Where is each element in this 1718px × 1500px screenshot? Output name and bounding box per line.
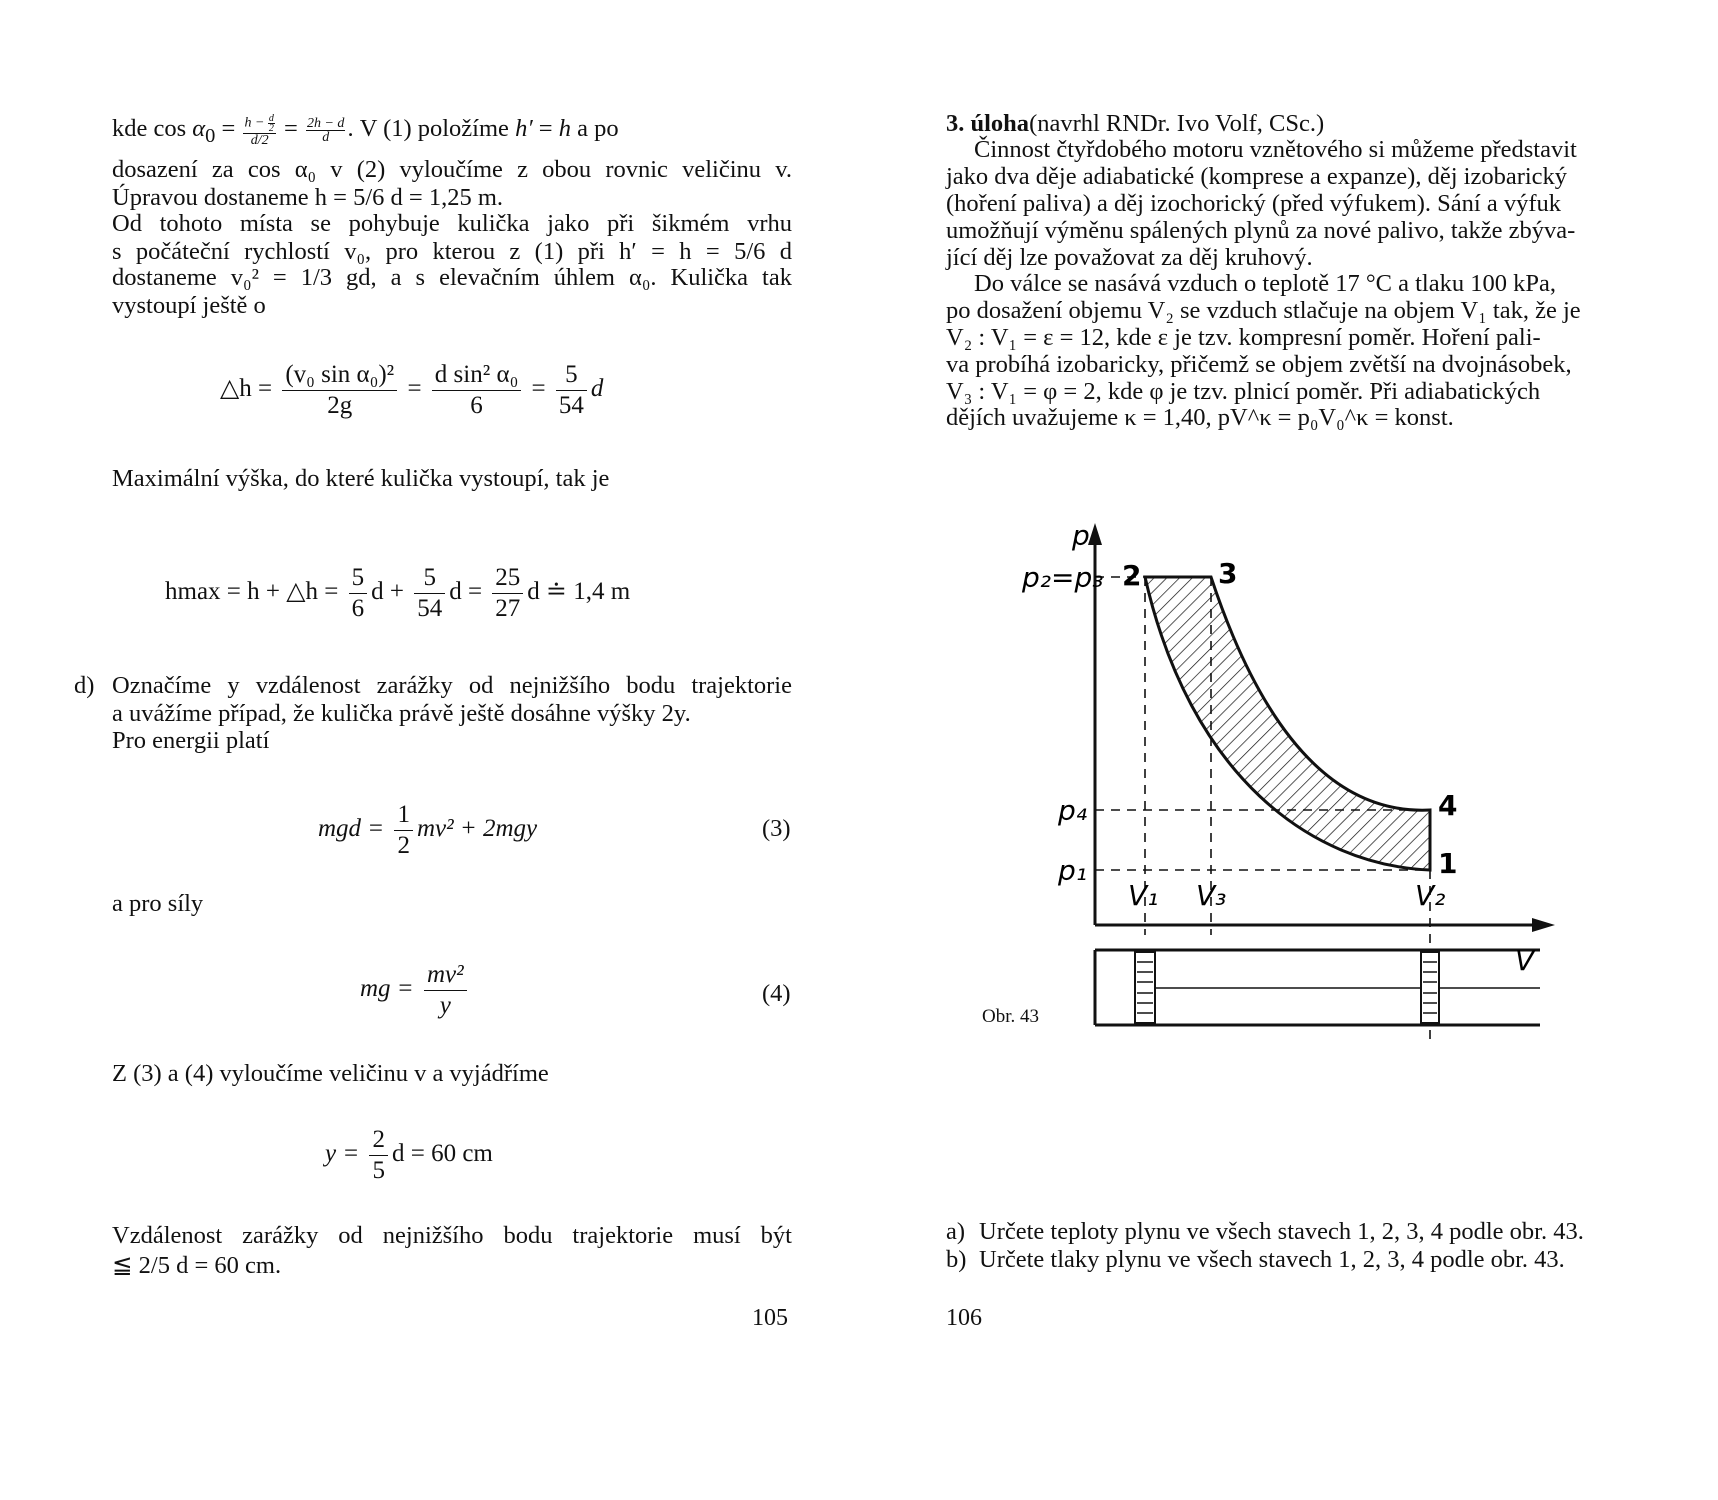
point-label-2: 2	[1122, 559, 1142, 592]
text-line: Vzdálenost zarážky od nejnižšího bodu trajektorie musí být	[112, 1222, 792, 1249]
text-line: Od tohoto místa se pohybuje kulička jako při šikmém vrhu	[112, 210, 792, 237]
text-line: po dosažení objemu V₂ se vzduch stlačuje na objem V₁ tak, že je	[946, 297, 1581, 324]
item-label: d)	[74, 672, 95, 699]
cylinder-sketch	[1095, 950, 1540, 1025]
equation-hmax: hmax = h + △h = $\frac{5}{6}$ d + $\frac{5}{54}$ d = $\frac{25}{27}$ d ≐ 1,4 m	[165, 564, 631, 622]
text-line: vystoupí ještě o	[112, 292, 266, 319]
point-label-3: 3	[1218, 557, 1238, 590]
text-line: a pro síly	[112, 890, 204, 917]
text-line: V₂ : V₁ = ε = 12, kde ε je tzv. kompresní poměr. Hoření pali-	[946, 324, 1541, 351]
equation-y: y = $\frac{2}{5}$ d = 60 cm	[325, 1126, 493, 1184]
label-v2: V₂	[1415, 879, 1446, 912]
equation-4: mg = $\frac{\text{mv²}}{y}$	[360, 960, 471, 1021]
equation-tag: (4)	[762, 980, 791, 1007]
task-label: a)	[946, 1218, 966, 1245]
text-line: jící děj lze považovat za děj kruhový.	[946, 244, 1313, 271]
text-line: kde $\cos \alpha_0$ = h − $\frac{d}{2}$ d/2 = $\frac{2h - d}{d}$ . V (1) položíme h′ = h a po	[112, 113, 619, 148]
axis-label-p: p	[1072, 519, 1090, 552]
page-number: 106	[946, 1305, 982, 1331]
heading-rest: (navrhl RNDr. Ivo Volf, CSc.)	[1029, 110, 1325, 137]
equation-delta-h: △h = $\frac{\text{(v₀ sin α₀)²}}{2g}$ = $\frac{\text{d sin² α₀}}{6}$ = $\frac{5}{54}$ d	[220, 361, 604, 419]
text-line: dějích uvažujeme κ = 1,40, pV^κ = p₀V₀^κ = konst.	[946, 404, 1454, 431]
label-v3: V₃	[1196, 879, 1227, 912]
text-line: Úpravou dostaneme h = 5/6 d = 1,25 m.	[112, 184, 503, 211]
heading-bold: 3. úloha	[946, 110, 1030, 137]
text-line: a uvážíme případ, že kulička právě ještě dosáhne výšky 2y.	[112, 700, 691, 727]
label-v1: V₁	[1128, 879, 1159, 912]
text-line: Z (3) a (4) vyloučíme veličinu v a vyjádříme	[112, 1060, 549, 1087]
text-line: umožňují výměnu spálených plynů za nové palivo, takže zbýva-	[946, 217, 1576, 244]
text-line: (hoření paliva) a děj izochorický (před výfukem). Sání a výfuk	[946, 190, 1562, 217]
text-line: va probíhá izobaricky, přičemž se objem zvětší na dvojnásobek,	[946, 351, 1572, 378]
equation-tag: (3)	[762, 815, 791, 842]
text-line: dosazení za cos α₀ v (2) vyloučíme z obou rovnic veličinu v.	[112, 156, 792, 183]
pv-diagram	[1000, 515, 1560, 1045]
text-line: s počáteční rychlostí v₀, pro kterou z (1) při h′ = h = 5/6 d	[112, 238, 792, 265]
text-line: Maximální výška, do které kulička vystoupí, tak je	[112, 465, 610, 492]
equation-3: mgd = $\frac{1}{2}$ mv² + 2mgy	[318, 801, 538, 859]
figure-caption: Obr. 43	[982, 1006, 1039, 1027]
section-heading	[946, 110, 1324, 137]
label-p4: p₄	[1058, 794, 1087, 827]
point-label-4: 4	[1438, 789, 1458, 822]
point-label-1: 1	[1438, 847, 1458, 880]
task-label: b)	[946, 1246, 967, 1273]
task-text: Určete teploty plynu ve všech stavech 1, 2, 3, 4 podle obr. 43.	[979, 1218, 1584, 1245]
task-text: Určete tlaky plynu ve všech stavech 1, 2, 3, 4 podle obr. 43.	[979, 1246, 1565, 1273]
text-line: ≦ 2/5 d = 60 cm.	[112, 1252, 282, 1279]
text-line: Pro energii platí	[112, 727, 270, 754]
axis-label-v: V	[1515, 944, 1535, 977]
text-line: dostaneme v₀² = 1/3 gd, a s elevačním úhlem α₀. Kulička tak	[112, 264, 792, 291]
text-line: V₃ : V₁ = φ = 2, kde φ je tzv. plnicí poměr. Při adiabatických	[946, 378, 1541, 405]
label-p2-p3: p₂=p₃	[1022, 561, 1104, 594]
text-line: Činnost čtyřdobého motoru vznětového si můžeme představit	[974, 136, 1577, 163]
text-line: jako dva děje adiabatické (komprese a expanze), děj izobarický	[946, 163, 1568, 190]
page-number: 105	[752, 1305, 788, 1331]
cycle-area	[1145, 577, 1430, 870]
p-axis-arrow-icon	[1088, 523, 1102, 545]
v-axis-arrow-icon	[1532, 918, 1555, 932]
label-p1: p₁	[1058, 854, 1087, 887]
text-line: Do válce se nasává vzduch o teplotě 17 °C a tlaku 100 kPa,	[974, 270, 1556, 297]
text-line: Označíme y vzdálenost zarážky od nejnižšího bodu trajektorie	[112, 672, 792, 699]
